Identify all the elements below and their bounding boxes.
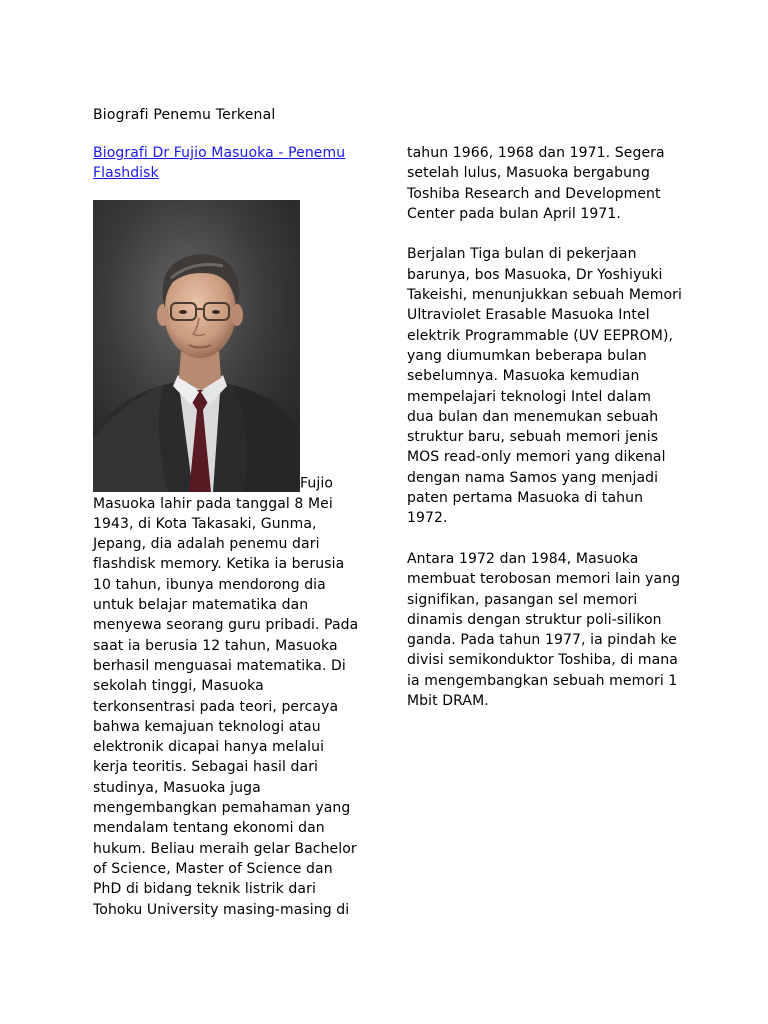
left-column-paragraph: [93, 200, 361, 920]
left-column: [93, 143, 361, 920]
right-paragraph-1: tahun 1966, 1968 dan 1971. Segera setelah lulus, Masuoka bergabung Toshiba Research and Development Center pada bulan April 1971.: [407, 145, 665, 222]
right-column: [407, 143, 682, 711]
article-title-link[interactable]: Biografi Dr Fujio Masuoka - Penemu Flashdisk: [93, 145, 346, 182]
left-column-text: Fujio Masuoka lahir pada tanggal 8 Mei 1943, di Kota Takasaki, Gunma, Jepang, dia adalah penemu dari flashdisk memory. Ketika ia berusia 10 tahun, ibunya mendorong dia untuk belajar matematika dan menyewa seorang guru pribadi. Pada saat ia berusia 12 tahun, Masuoka berhasil menguasai matematika. Di sekolah tinggi, Masuoka terkonsentrasi pada teori, percaya bahwa kemajuan teknologi atau elektronik dicapai hanya melalui kerja teoritis. Sebagai hasil dari studinya, Masuoka juga mengembangkan pemahaman yang mendalam tentang ekonomi dan hukum. Beliau meraih gelar Bachelor of Science, Master of Science dan PhD di bidang teknik listrik dari Tohoku University masing-masing di: [93, 475, 359, 918]
page-heading: Biografi Penemu Terkenal: [93, 107, 276, 123]
portrait-photo: [93, 200, 300, 492]
right-paragraph-3: Antara 1972 dan 1984, Masuoka membuat terobosan memori lain yang signifikan, pasangan sel memori dinamis dengan struktur poli-silikon ganda. Pada tahun 1977, ia pindah ke divisi semikonduktor Toshiba, di mana ia mengembangkan sebuah memori 1 Mbit DRAM.: [407, 550, 681, 710]
right-paragraph-2: Berjalan Tiga bulan di pekerjaan barunya, bos Masuoka, Dr Yoshiyuki Takeishi, menunjukkan sebuah Memori Ultraviolet Erasable Masuoka Intel elektrik Programmable (UV EEPROM), yang diumumkan beberapa bulan sebelumnya. Masuoka kemudian mempelajari teknologi Intel dalam dua bulan dan menemukan sebuah struktur baru, sebuah memori jenis MOS read-only memori yang dikenal dengan nama Samos yang menjadi paten pertama Masuoka di tahun 1972.: [407, 246, 682, 527]
